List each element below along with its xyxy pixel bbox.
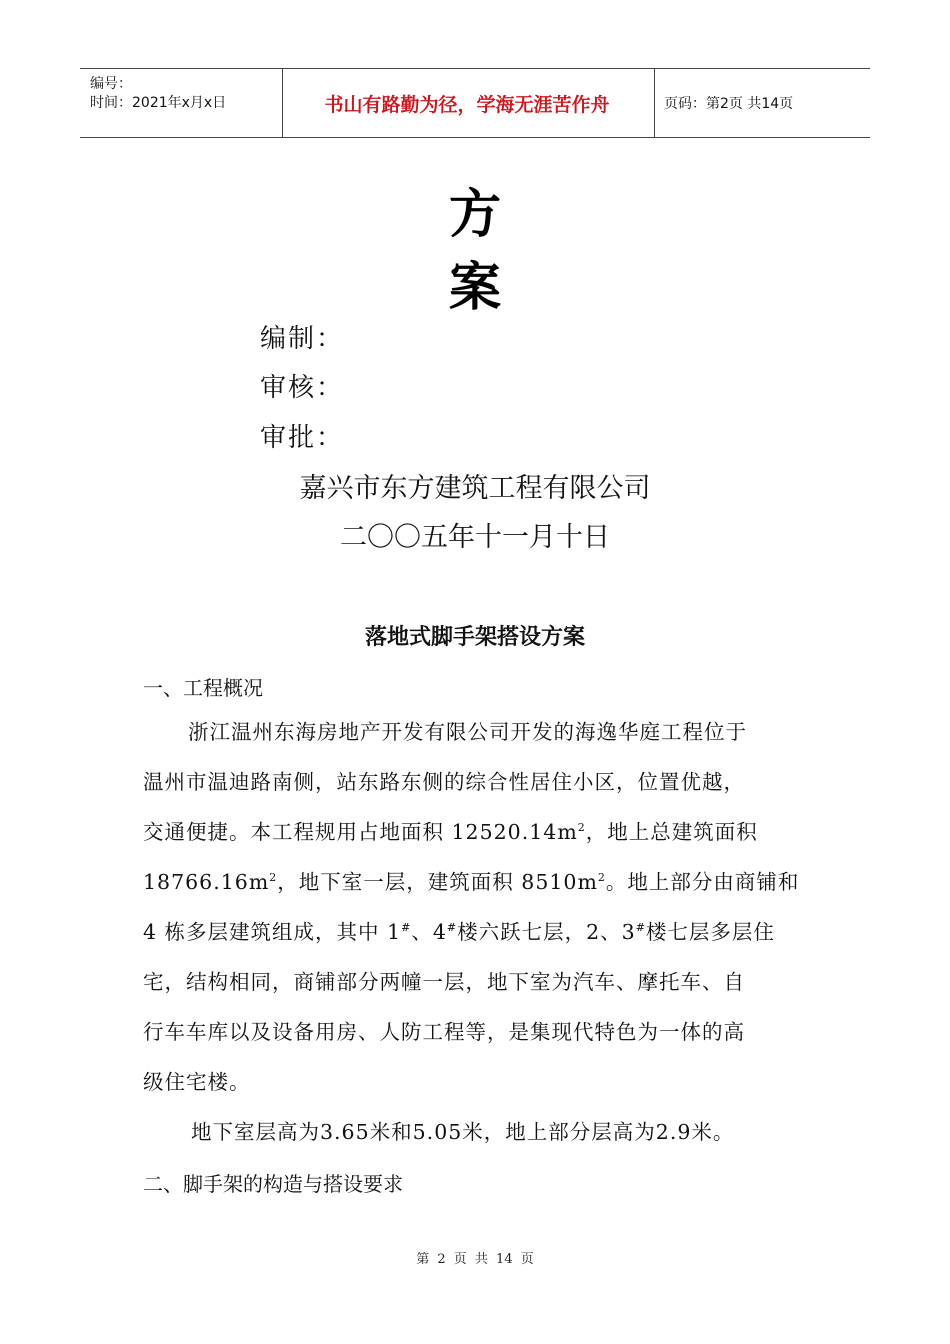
header-number: 编号： (90, 76, 132, 92)
heights-paragraph (143, 1107, 813, 1157)
page-header (80, 68, 870, 138)
sign-approved: 审批： (260, 423, 345, 453)
paragraph-line: 交通便捷。本工程规用占地面积 $12520.14m^2$，地上总建筑面积 (143, 820, 758, 844)
section-title: 落地式脚手架搭设方案 (364, 625, 585, 650)
paragraph-line: 行车车库以及设备用房、人防工程等，是集现代特色为一体的高 (143, 1020, 745, 1044)
cover-date: 二〇〇五年十一月十日 (340, 522, 610, 553)
page-footer: 第 2 页 共 14 页 (416, 1252, 534, 1267)
company-name: 嘉兴市东方建筑工程有限公司 (299, 473, 651, 504)
paragraph-line: 4 栋多层建筑组成，其中 1#、4#楼六跃七层，2、3#楼七层多层住 (143, 920, 775, 944)
header-date: 时间：2021年x月x日 (90, 95, 227, 111)
paragraph-line: 温州市温迪路南侧，站东路东侧的综合性居住小区，位置优越， (143, 770, 745, 794)
header-divider (654, 69, 655, 137)
heading-overview: 一、工程概况 (143, 676, 263, 700)
header-meta (90, 75, 226, 113)
paragraph-line: 浙江温州东海房地产开发有限公司开发的海逸华庭工程位于 (188, 720, 747, 744)
cover-title-char-1: 方 (448, 185, 501, 245)
overview-paragraph (143, 707, 813, 1107)
sign-compiled: 编制： (260, 324, 345, 354)
cover-title-char-2: 案 (448, 258, 501, 318)
paragraph-line: 级住宅楼。 (143, 1070, 251, 1094)
heading-scaffold: 二、脚手架的构造与搭设要求 (143, 1172, 403, 1196)
header-motto: 书山有路勤为径，学海无涯苦作舟 (324, 93, 610, 116)
header-page-info: 页码：第2页 共14页 (664, 96, 794, 112)
sign-reviewed: 审核： (260, 373, 345, 403)
paragraph-line: 宅，结构相同，商铺部分两幢一层，地下室为汽车、摩托车、自 (143, 970, 745, 994)
paragraph-line: 地下室层高为3.65米和5.05米，地上部分层高为2.9米。 (191, 1120, 735, 1144)
paragraph-line: $18766.16m^2$，地下室一层，建筑面积 $8510m^2$。地上部分由商铺和 (143, 870, 800, 894)
